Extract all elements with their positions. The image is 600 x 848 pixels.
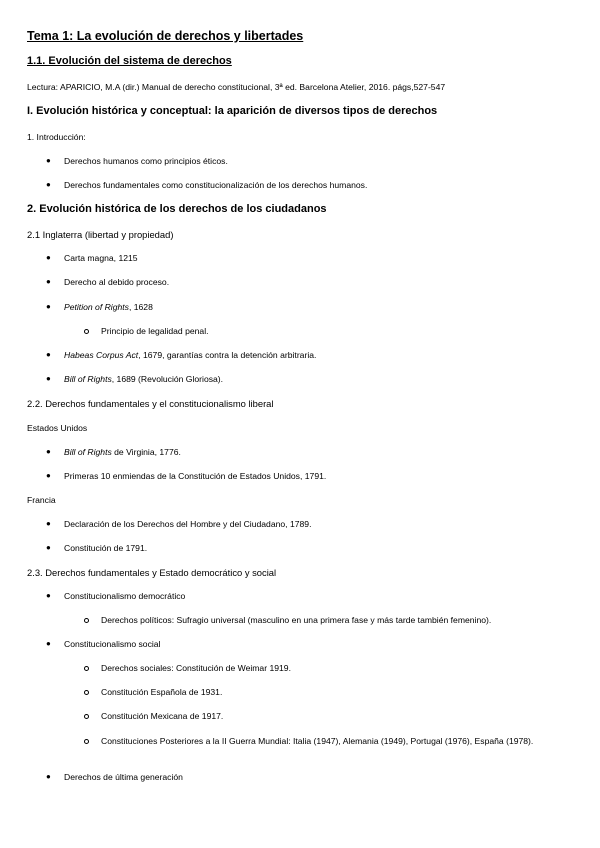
list-item: Primeras 10 enmiendas de la Constitución de Estados Unidos, 1791.: [64, 471, 327, 481]
list-item: [64, 447, 181, 457]
bill-title: Bill of Rights: [64, 374, 112, 384]
sub-list-item: Constitución Mexicana de 1917.: [101, 711, 224, 721]
england-heading: 2.1 Inglaterra (libertad y propiedad): [27, 229, 174, 240]
circle-bullet-icon: [84, 739, 89, 744]
bullet-icon: ●: [46, 772, 51, 781]
bullet-icon: ●: [46, 471, 51, 480]
list-item: Carta magna, 1215: [64, 253, 138, 263]
list-item: [64, 302, 153, 312]
list-item: Derechos humanos como principios éticos.: [64, 156, 228, 166]
reading-reference: Lectura: APARICIO, M.A (dir.) Manual de derecho constitucional, 3ª ed. Barcelona Atelier, 2016. págs,527-547: [27, 82, 446, 92]
sub-list-item: Derechos políticos: Sufragio universal (masculino en una primera fase y más tarde también femenino).: [101, 615, 492, 625]
list-item: Derechos fundamentales como constitucionalización de los derechos humanos.: [64, 180, 368, 190]
section-heading-1: I. Evolución histórica y conceptual: la aparición de diversos tipos de derechos: [27, 105, 438, 117]
bullet-icon: ●: [46, 374, 51, 383]
list-item: [64, 350, 316, 360]
list-item: Declaración de los Derechos del Hombre y del Ciudadano, 1789.: [64, 519, 312, 529]
petition-year: , 1628: [128, 302, 153, 312]
bullet-icon: ●: [46, 447, 51, 456]
circle-bullet-icon: [84, 666, 89, 671]
list-item: Derecho al debido proceso.: [64, 277, 170, 287]
circle-bullet-icon: [84, 618, 89, 623]
sub-list-item: Principio de legalidad penal.: [101, 326, 209, 336]
list-item: [64, 374, 223, 384]
habeas-title: Habeas Corpus Act: [64, 350, 139, 360]
circle-bullet-icon: [84, 329, 89, 334]
bullet-icon: ●: [46, 519, 51, 528]
bullet-icon: ●: [46, 180, 51, 189]
circle-bullet-icon: [84, 714, 89, 719]
intro-heading: 1. Introducción:: [27, 132, 86, 142]
sub-list-item: Constitución Española de 1931.: [101, 687, 223, 697]
subtitle: 1.1. Evolución del sistema de derechos: [27, 55, 232, 67]
habeas-detail: , 1679, garantías contra la detención arbitraria.: [138, 350, 317, 360]
virginia-title: Bill of Rights: [64, 447, 112, 457]
circle-bullet-icon: [84, 690, 89, 695]
sub-list-item: Constituciones Posteriores a la II Guerra Mundial: Italia (1947), Alemania (1949), Portugal (1976), España (1978).: [101, 736, 534, 746]
usa-heading: Estados Unidos: [27, 423, 88, 433]
bullet-icon: ●: [46, 639, 51, 648]
france-heading: Francia: [27, 495, 56, 505]
section-heading-2: 2. Evolución histórica de los derechos de los ciudadanos: [27, 203, 327, 215]
bullet-icon: ●: [46, 350, 51, 359]
bullet-icon: ●: [46, 253, 51, 262]
bullet-icon: ●: [46, 302, 51, 311]
virginia-detail: de Virginia, 1776.: [111, 447, 181, 457]
democratic-heading: 2.3. Derechos fundamentales y Estado democrático y social: [27, 567, 277, 578]
bullet-icon: ●: [46, 543, 51, 552]
petition-title: Petition of Rights: [64, 302, 129, 312]
list-item: Derechos de última generación: [64, 772, 183, 782]
bill-detail: , 1689 (Revolución Gloriosa).: [111, 374, 224, 384]
sub-list-item: Derechos sociales: Constitución de Weimar 1919.: [101, 663, 291, 673]
bullet-icon: ●: [46, 591, 51, 600]
bullet-icon: ●: [46, 277, 51, 286]
list-item: Constitucionalismo democrático: [64, 591, 186, 601]
liberal-heading: 2.2. Derechos fundamentales y el constitucionalismo liberal: [27, 398, 274, 409]
bullet-icon: ●: [46, 156, 51, 165]
list-item: Constitucionalismo social: [64, 639, 161, 649]
page-title: Tema 1: La evolución de derechos y libertades: [27, 29, 304, 43]
list-item: Constitución de 1791.: [64, 543, 148, 553]
